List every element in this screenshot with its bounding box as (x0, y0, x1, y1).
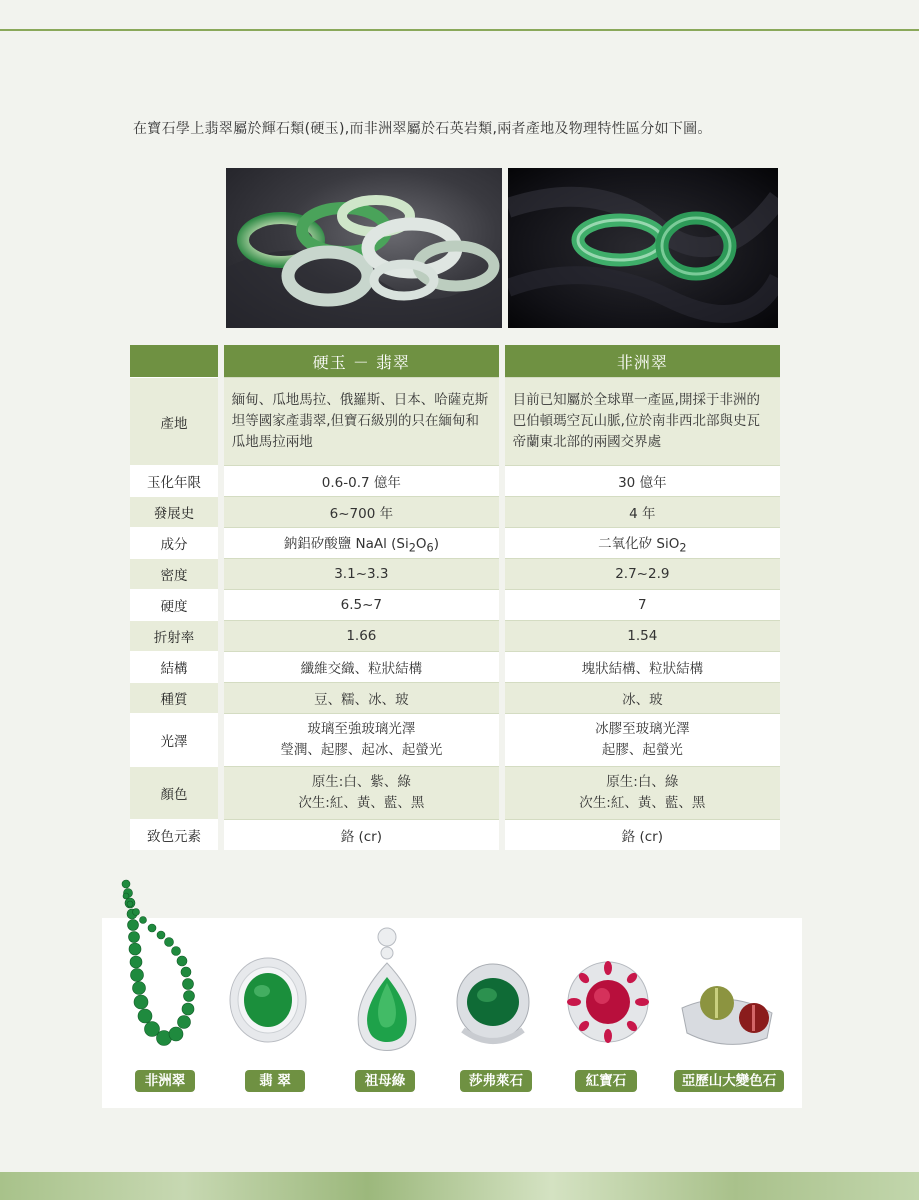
cell-line: 起膠、起螢光 (601, 742, 683, 758)
cell-african-jade: 目前已知屬於全球單一產區,開採于非洲的巴伯頓瑪空瓦山脈,位於南非西北部與史瓦帝蘭東北部的兩國交界處 (505, 377, 780, 465)
formula-text: ) (433, 535, 439, 552)
cell-african-jade: 鉻 (cr) (505, 819, 780, 850)
table-row (130, 682, 780, 713)
row-label: 硬度 (130, 589, 218, 620)
cell-african-jade (505, 527, 780, 558)
cell-jadeite (224, 766, 499, 819)
table-row (130, 620, 780, 651)
row-label: 折射率 (130, 620, 218, 651)
formula-text: O (415, 535, 427, 552)
row-label: 顏色 (130, 766, 218, 819)
table-row (130, 651, 780, 682)
african-jade-necklace-image (112, 878, 212, 1073)
gem-label-emerald: 祖母綠 (355, 1070, 415, 1092)
cell-line: 原生:白、綠 (606, 774, 679, 790)
top-rule (0, 29, 919, 31)
jadeite-bangles-photo (226, 168, 502, 328)
row-label: 密度 (130, 558, 218, 589)
header-african-jade: 非洲翠 (505, 345, 780, 377)
table-row (130, 819, 780, 850)
header-blank (130, 345, 218, 377)
gem-label-tsavorite: 莎弗萊石 (460, 1070, 532, 1092)
cell-jadeite: 3.1~3.3 (224, 558, 499, 589)
cell-jadeite: 豆、糯、冰、玻 (224, 682, 499, 713)
cell-african-jade (505, 713, 780, 766)
gem-label-ruby: 紅寶石 (575, 1070, 637, 1092)
ruby-ring-image (563, 958, 653, 1050)
table-header-row (130, 345, 780, 377)
row-label: 光澤 (130, 713, 218, 766)
cell-african-jade: 冰、玻 (505, 682, 780, 713)
row-label: 產地 (130, 377, 218, 465)
comparison-table (130, 345, 780, 850)
table-row (130, 589, 780, 620)
bottom-leaf-banner (0, 1172, 919, 1200)
row-label: 結構 (130, 651, 218, 682)
table-row (130, 527, 780, 558)
gem-label-jadeite: 翡 翠 (245, 1070, 305, 1092)
table-row (130, 558, 780, 589)
cell-african-jade: 7 (505, 589, 780, 620)
row-label: 發展史 (130, 496, 218, 527)
table-row (130, 496, 780, 527)
row-label: 玉化年限 (130, 465, 218, 496)
cell-jadeite: 緬甸、瓜地馬拉、俄羅斯、日本、哈薩克斯坦等國家產翡翠,但寶石級別的只在緬甸和瓜地馬拉兩地 (224, 377, 499, 465)
formula-text: 鈉鋁矽酸鹽 NaAl (Si (283, 535, 409, 552)
tsavorite-ring-image (453, 960, 533, 1050)
cell-african-jade: 1.54 (505, 620, 780, 651)
row-label: 種質 (130, 682, 218, 713)
row-label: 致色元素 (130, 819, 218, 850)
cell-line: 瑩潤、起膠、起冰、起螢光 (280, 742, 443, 758)
jadeite-ring-image (228, 955, 308, 1050)
cell-line: 次生:紅、黃、藍、黑 (298, 795, 425, 811)
formula-subscript: 6 (426, 541, 434, 555)
cell-jadeite: 0.6-0.7 億年 (224, 465, 499, 496)
cell-line: 冰膠至玻璃光澤 (595, 721, 690, 737)
formula-text: 二氧化矽 SiO (598, 535, 680, 552)
cell-line: 原生:白、紫、綠 (311, 774, 411, 790)
cell-jadeite: 6.5~7 (224, 589, 499, 620)
table-row (130, 377, 780, 465)
cell-african-jade: 4 年 (505, 496, 780, 527)
cell-african-jade: 2.7~2.9 (505, 558, 780, 589)
table-row (130, 766, 780, 819)
cell-african-jade (505, 766, 780, 819)
cell-african-jade: 塊狀結構、粒狀結構 (505, 651, 780, 682)
table-row (130, 713, 780, 766)
cell-line: 玻璃至強玻璃光澤 (307, 721, 416, 737)
gem-label-alexandrite: 亞歷山大變色石 (674, 1070, 784, 1092)
emerald-pendant-image (352, 925, 422, 1060)
cell-jadeite: 6~700 年 (224, 496, 499, 527)
formula-subscript: 2 (679, 541, 687, 555)
formula-subscript: 2 (408, 541, 416, 555)
african-jade-bangles-photo (508, 168, 778, 328)
header-jadeite: 硬玉 － 翡翠 (224, 345, 499, 377)
cell-jadeite (224, 713, 499, 766)
alexandrite-image (672, 968, 787, 1053)
cell-jadeite: 鉻 (cr) (224, 819, 499, 850)
intro-text: 在寶石學上翡翠屬於輝石類(硬玉),而非洲翠屬於石英岩類,兩者產地及物理特性區分如下圖。 (133, 121, 712, 137)
cell-line: 次生:紅、黃、藍、黑 (579, 795, 706, 811)
table-row (130, 465, 780, 496)
cell-african-jade: 30 億年 (505, 465, 780, 496)
cell-jadeite: 纖維交織、粒狀結構 (224, 651, 499, 682)
row-label: 成分 (130, 527, 218, 558)
cell-jadeite: 1.66 (224, 620, 499, 651)
gem-label-african-jade: 非洲翠 (135, 1070, 195, 1092)
cell-jadeite (224, 527, 499, 558)
